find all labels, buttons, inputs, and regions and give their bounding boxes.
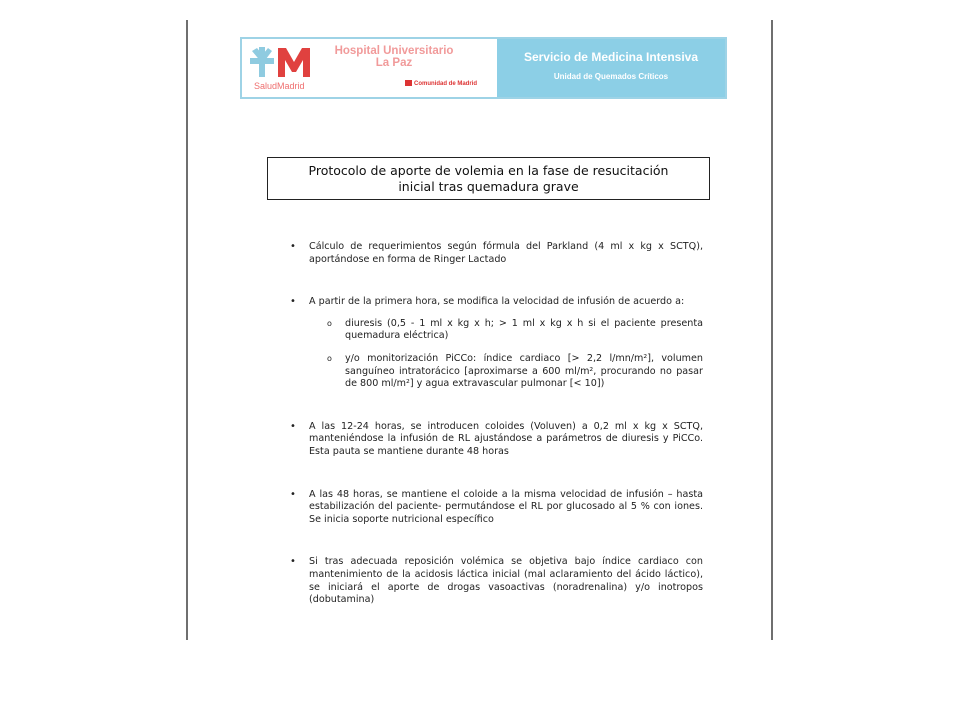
sub-bullet-item: o y/o monitorización PiCCo: índice cardiaco [> 2,2 l/mn/m²], volumen sanguíneo intratorácico [aproximarse a 600 ml/m², procurando no pasar de 800 ml/m²] y agua extravascular pulmonar [< 10]) (289, 353, 703, 391)
bullet-item: • A las 48 horas, se mantiene el coloide a la misma velocidad de infusión – hasta estabilización del paciente- permutándose el RL por glucosado al 5 % con iones. Se inicia soporte nutricional específico (289, 489, 703, 527)
bullet-item: • Si tras adecuada reposición volémica se objetiva bajo índice cardiaco con mantenimiento de la acidosis láctica inicial (mal aclaramiento del ácido láctico), se iniciará el aporte de drogas vasoactivas (noradrenalina) y/o inotropos (dobutamina) (289, 556, 703, 606)
service-name: Servicio de Medicina Intensiva (523, 50, 699, 64)
slide-border-right (771, 20, 773, 640)
bullet-item: • A las 12-24 horas, se introducen coloides (Voluven) a 0,2 ml x kg x SCTQ, manteniéndose la infusión de RL ajustándose a parámetros de diuresis y PiCCo. Esta pauta se mantiene durante 48 horas (289, 421, 703, 459)
document-title (267, 157, 710, 200)
comunidad-de-madrid-label (405, 80, 477, 87)
hospital-name (334, 45, 454, 69)
service-panel (497, 39, 725, 97)
comunidad-flag-icon (405, 80, 412, 86)
title-line1: Protocolo de aporte de volemia en la fase de resucitación (308, 163, 669, 178)
sub-bullet-item: o diuresis (0,5 - 1 ml x kg x h; > 1 ml x kg x h si el paciente presenta quemadura eléctrica) (289, 318, 703, 343)
protocol-content (289, 241, 703, 607)
unit-name: Unidad de Quemados Críticos (553, 72, 669, 81)
bullet-item: • A partir de la primera hora, se modifica la velocidad de infusión de acuerdo a: (289, 296, 703, 309)
bullet-item: • Cálculo de requerimientos según fórmula del Parkland (4 ml x kg x SCTQ), aportándose en forma de Ringer Lactado (289, 241, 703, 266)
hospital-name-line1: Hospital Universitario (334, 45, 454, 57)
hospital-branding (242, 39, 497, 97)
salud-madrid-label: SaludMadrid (254, 81, 305, 91)
slide-border-left (186, 20, 188, 640)
comunidad-text: Comunidad de Madrid (414, 81, 477, 87)
salud-madrid-logo-icon (250, 45, 320, 79)
hospital-name-line2: La Paz (375, 57, 413, 69)
header-banner (240, 37, 727, 99)
title-line2: inicial tras quemadura grave (398, 179, 579, 194)
